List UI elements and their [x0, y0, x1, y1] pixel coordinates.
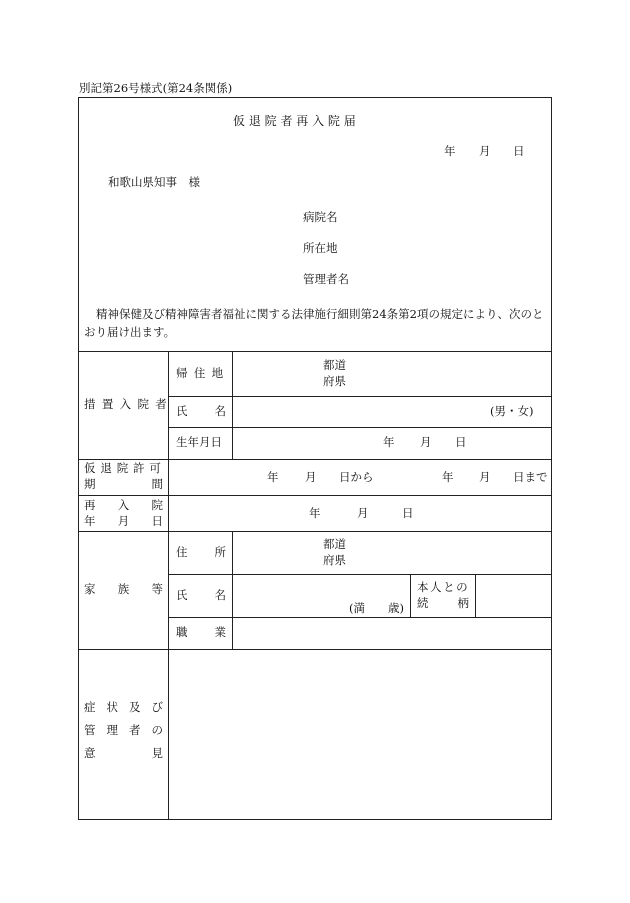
birth-day: 日	[455, 435, 467, 449]
family-section-label: 家 族 等	[84, 582, 163, 596]
divider	[78, 649, 552, 650]
leave-period-label-2: 期 間	[84, 477, 163, 491]
patient-prefecture-line1: 都道	[323, 358, 346, 372]
divider	[168, 617, 552, 618]
leave-to-day: 日まで	[513, 470, 548, 484]
statement-line-1: 精神保健及び精神障害者福祉に関する法律施行細則第24条第2項の規定により、次のと	[96, 307, 544, 321]
readmission-day: 日	[402, 506, 414, 520]
opinion-label-2: 管 理 者 の	[84, 723, 163, 737]
leave-from-year: 年	[267, 470, 279, 484]
hospital-manager-label: 管理者名	[303, 272, 349, 286]
family-prefecture-line1: 都道	[323, 537, 346, 551]
opinion-label-3: 意 見	[84, 746, 163, 760]
patient-prefecture-line2: 府県	[323, 374, 346, 388]
date-month: 月	[479, 144, 491, 158]
form-number: 別記第26号様式(第24条関係)	[79, 81, 233, 95]
return-address-label: 帰住地	[176, 366, 230, 380]
birth-year: 年	[383, 435, 395, 449]
leave-from-month: 月	[305, 470, 317, 484]
readmission-year: 年	[309, 506, 321, 520]
statement-line-2: おり届け出ます。	[84, 325, 176, 339]
opinion-label-1: 症 状 及 び	[84, 700, 163, 714]
relation-label-1: 本 人 と の	[417, 580, 469, 594]
family-name-label: 氏 名	[176, 588, 226, 602]
divider	[78, 531, 552, 532]
patient-section-label: 措置入院者	[84, 397, 174, 411]
family-address-label: 住 所	[176, 545, 226, 559]
leave-to-month: 月	[479, 470, 491, 484]
family-age: (満 歳)	[349, 601, 404, 615]
leave-to-year: 年	[442, 470, 454, 484]
divider	[168, 427, 552, 428]
patient-gender: (男・女)	[490, 404, 534, 418]
birth-month: 月	[420, 435, 432, 449]
readmission-label-1: 再 入 院	[84, 498, 163, 512]
date-day: 日	[513, 144, 525, 158]
relation-label-2: 続 柄	[417, 596, 469, 610]
divider	[78, 495, 552, 496]
family-prefecture-line2: 府県	[323, 553, 346, 567]
divider	[410, 574, 411, 617]
divider	[168, 574, 552, 575]
divider	[475, 574, 476, 617]
patient-name-label: 氏 名	[176, 404, 226, 418]
divider	[168, 396, 552, 397]
date-year: 年	[444, 144, 456, 158]
leave-from-day: 日から	[339, 470, 374, 484]
divider	[78, 351, 552, 352]
divider	[78, 459, 552, 460]
hospital-name-label: 病院名	[303, 210, 338, 224]
readmission-label-2: 年 月 日	[84, 514, 163, 528]
birth-label: 生年月日	[176, 435, 222, 449]
occupation-label: 職 業	[176, 625, 226, 639]
leave-period-label-1: 仮 退 院 許 可	[84, 461, 163, 475]
divider	[232, 531, 233, 649]
readmission-month: 月	[357, 506, 369, 520]
divider	[232, 351, 233, 459]
hospital-location-label: 所在地	[303, 241, 338, 255]
divider	[168, 351, 169, 820]
form-title: 仮 退 院 者 再 入 院 届	[233, 114, 356, 128]
addressee: 和歌山県知事 様	[108, 175, 200, 189]
